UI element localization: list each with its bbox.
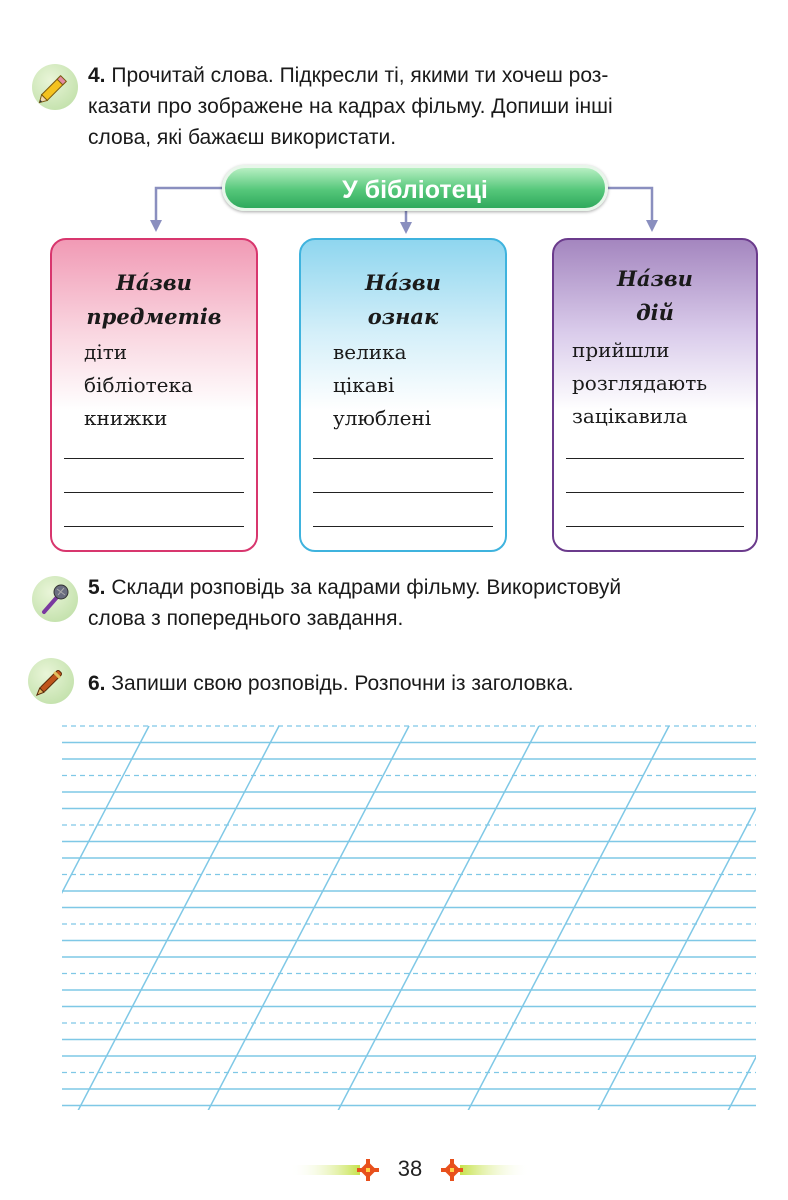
box-word: розглядають — [572, 371, 708, 395]
box-title-line: дій — [636, 300, 674, 325]
box-word: велика — [333, 340, 407, 364]
task-5-line: слова з попереднього завдання. — [88, 607, 404, 630]
grid-slant-line — [590, 726, 788, 1126]
task-5-number: 5. — [88, 576, 106, 599]
grid-slant-line — [720, 726, 788, 1126]
task-6-text: Запиши свою розповідь. Розпочни із заголовка. — [111, 672, 574, 695]
grid-slant-line — [460, 726, 669, 1126]
box-word: прийшли — [572, 338, 670, 362]
task-4-number: 4. — [88, 64, 106, 87]
diagram-header: У бібліотеці — [222, 165, 608, 211]
box-title-line: предметів — [86, 304, 222, 329]
task-4-text: Прочитай слова. Підкресли ті, якими ти хочеш роз- — [111, 64, 609, 87]
page-number: 38 — [397, 1156, 423, 1181]
grid-slant-line — [330, 726, 539, 1126]
box-title-line: На́зви — [617, 266, 693, 291]
grid-slant-line — [200, 726, 409, 1126]
box-word: зацікавила — [572, 404, 688, 428]
task-5-text: Склади розповідь за кадрами фільму. Використовуй — [111, 576, 622, 599]
box-title-line: На́зви — [365, 270, 441, 295]
box-title-line: ознак — [367, 304, 439, 329]
box-word: діти — [84, 340, 128, 364]
grid-slant-line — [0, 726, 149, 1126]
box-word: книжки — [84, 406, 168, 430]
grid-slant-line — [70, 726, 279, 1126]
box-word: цікаві — [333, 373, 395, 397]
task-4-line: слова, які бажаєш використати. — [88, 126, 397, 149]
task-6-number: 6. — [88, 672, 106, 695]
box-word: бібліотека — [84, 373, 193, 397]
box-title-line: На́зви — [116, 270, 192, 295]
task-4-line: казати про зображене на кадрах фільму. Допиши інші — [88, 95, 613, 118]
page-footer — [290, 1150, 530, 1190]
box-word: улюблені — [333, 406, 432, 430]
